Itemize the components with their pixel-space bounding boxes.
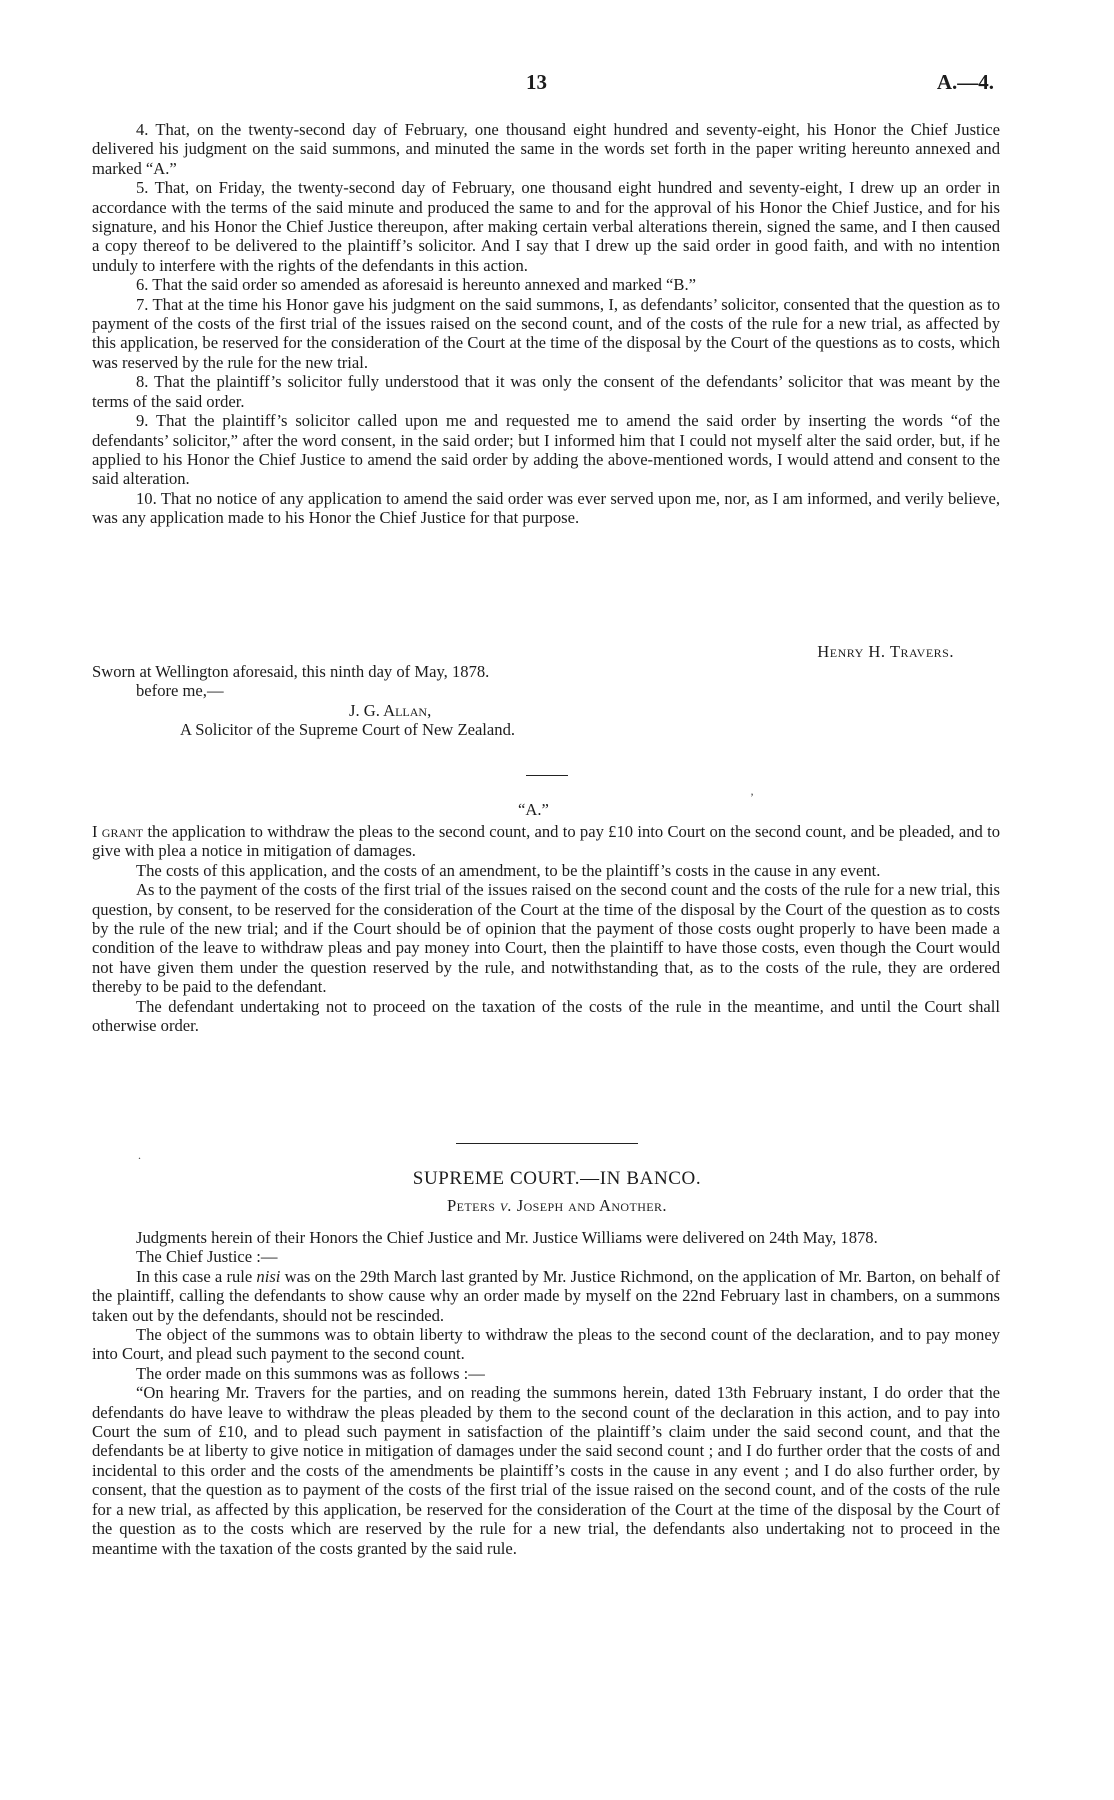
- print-speck: ’: [750, 790, 754, 804]
- deponent-signature: Henry H. Travers.: [817, 642, 954, 661]
- jurat: [92, 662, 515, 740]
- affidavit-paragraphs: [92, 120, 1000, 528]
- paragraph-5: 5. That, on Friday, the twenty-second day of February, one thousand eight hundred and seventy-eight, I drew up an order in accordance with the terms of the said minute and produced the same to and for the approval of his Honor the Chief Justice, and for his signature, and his Honor the Chief Justice thereupon, after making certain verbal alterations therein, signed the same, and I then caused a copy thereof to be delivered to the plaintiff’s solicitor. And I say that I drew up the said order in good faith, and with no intention unduly to interfere with the rights of the defendants in this action.: [92, 178, 1000, 275]
- order-quotation: “On hearing Mr. Travers for the parties, and on reading the summons herein, dated 13th February instant, I do order that the defendants do have leave to withdraw the pleas pleaded by them to the second count of the declaration in this action, and to pay into Court the sum of £10, and to plead such payment in satisfaction of the plaintiff’s claim under the said second count, and that the defendants be at liberty to give notice in mitigation of damages under the said second count ; and I do further order that the costs of and incidental to this order and the costs of the amendments be plaintiff’s costs in the cause in any event ; and I do also further order, by consent, that the question as to payment of the costs of the first trial of the issue raised on the second count, and of the costs of the rule for a new trial, as affected by this application, be reserved for the consideration of the Court at the time of the disposal by the Court of the question as to the costs which are reserved by the rule for a new trial, the defendants also undertaking not to proceed in the meantime with the taxation of the costs granted by the said rule.: [92, 1383, 1000, 1558]
- annex-paragraph: The defendant undertaking not to proceed on the taxation of the costs of the rule in the meantime, and until the Court shall otherwise order.: [92, 996, 1000, 1036]
- section-divider: [526, 775, 568, 776]
- p1-after: was on the 29th March last granted by Mr. Justice Richmond, on the application of Mr. Barton, on behalf of the plaintiff, calling the defendants to show cause why an order made by myself on the 22nd February last in chambers, on a summons taken out by the defendants, should not be rescinded.: [92, 1266, 1000, 1325]
- case-defendants: Joseph and Another.: [516, 1196, 667, 1215]
- court-heading: SUPREME COURT.—IN BANCO.: [412, 1168, 702, 1189]
- judgment-paragraph: [92, 1267, 1000, 1325]
- case-title: [0, 1196, 1114, 1216]
- print-speck: .: [138, 1148, 141, 1162]
- sworn-line: Sworn at Wellington aforesaid, this ninth day of May, 1878.: [92, 662, 490, 681]
- grant-text: the application to withdraw the pleas to the second count, and to pay £10 into Court on the second count, and be pleaded, and to give with plea a notice in mitigation of damages.: [92, 822, 1000, 861]
- paragraph-4: 4. That, on the twenty-second day of February, one thousand eight hundred and seventy-eight, his Honor the Chief Justice delivered his judgment on the said summons, and minuted the same in the words set forth in the paper writing hereunto annexed and marked “A.”: [92, 120, 1000, 178]
- annex-a-text: [92, 822, 1000, 1035]
- annex-paragraph: As to the payment of the costs of the first trial of the issues raised on the second count and the costs of the rule for a new trial, this question, by consent, to be reserved for the consideration of the Court at the time of the disposal by the Court of the question as to costs by the rule of the new trial; and if the Court should be of opinion that the payment of those costs ought properly to have been made a condition of the leave to withdraw pleas and pay money into Court, then the plaintiff to have those costs, even though the Court would not have given them under the question reserved by the rule, and notwithstanding that, as to the costs of the rule, they are ordered thereby to be paid to the defendant.: [92, 880, 1000, 997]
- officer-title: A Solicitor of the Supreme Court of New Zealand.: [180, 720, 516, 740]
- paragraph-8: 8. That the plaintiff’s solicitor fully understood that it was only the consent of the defendants’ solicitor that was meant by the terms of the said order.: [92, 372, 1000, 411]
- judgment-paragraph: The object of the summons was to obtain liberty to withdraw the pleas to the second count of the declaration, and to pay money into Court, and plead such payment to the second count.: [92, 1325, 1000, 1364]
- judgment-intro: Judgments herein of their Honors the Chief Justice and Mr. Justice Williams were delivered on 24th May, 1878.: [136, 1228, 878, 1247]
- section-divider: [456, 1143, 638, 1144]
- annex-mark: “A.”: [518, 800, 549, 819]
- page-number: 13: [526, 70, 547, 94]
- document-reference: A.—4.: [936, 70, 994, 94]
- before-me: before me,—: [136, 681, 224, 701]
- paragraph-7: 7. That at the time his Honor gave his judgment on the said summons, I, as defendants’ solicitor, consented that the question as to payment of the costs of the first trial of the issues raised on the second count, and of the costs of the rule for a new trial, as affected by this application, be reserved for the consideration of the Court at the time of the disposal by the Court of the questions as to costs, which was reserved by the rule for the new trial.: [92, 294, 1000, 372]
- case-versus: v.: [499, 1196, 513, 1215]
- judgment-text: [92, 1228, 1000, 1558]
- judgment-speaker: The Chief Justice :—: [136, 1247, 278, 1267]
- judgment-paragraph: The order made on this summons was as follows :—: [136, 1363, 485, 1383]
- case-plaintiff: Peters: [447, 1196, 496, 1215]
- annex-first-paragraph: [92, 822, 1000, 861]
- p1-before: In this case a rule: [136, 1266, 257, 1286]
- paragraph-6: 6. That the said order so amended as aforesaid is hereunto annexed and marked “B.”: [136, 275, 696, 295]
- paragraph-10: 10. That no notice of any application to amend the said order was ever served upon me, nor, as I am informed, and verily believe, was any application made to his Honor the Chief Justice for that purpose.: [92, 488, 1000, 528]
- p1-italic: nisi: [256, 1266, 281, 1286]
- grant-word: I grant: [92, 822, 144, 841]
- paragraph-9: 9. That the plaintiff’s solicitor called upon me and requested me to amend the said order by inserting the words “of the defendants’ solicitor,” after the word consent, in the said order; but I informed him that I could not myself alter the said order, but, if he applied to his Honor the Chief Justice to amend the said order by adding the above-mentioned words, I would attend and consent to the said alteration.: [92, 411, 1000, 489]
- officer-name: J. G. Allan,: [349, 700, 432, 720]
- annex-paragraph: The costs of this application, and the costs of an amendment, to be the plaintiff’s costs in the cause in any event.: [136, 860, 881, 880]
